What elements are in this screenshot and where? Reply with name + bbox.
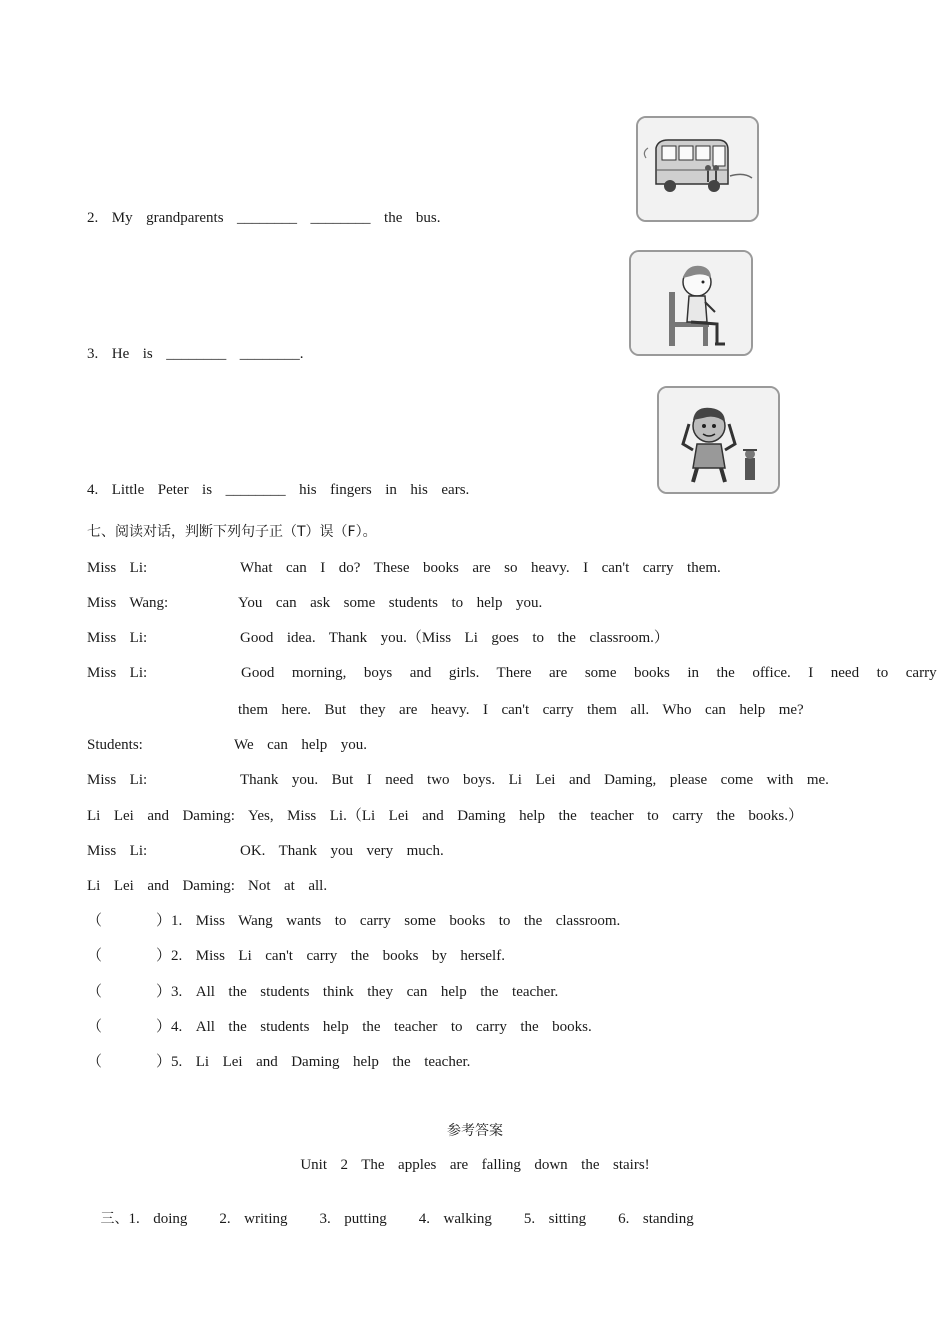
dialogue-speaker: Miss Wang: [87,595,169,611]
answer-key-title: 参考答案 [447,1123,503,1139]
section3-prefix: 三、 [100,1211,129,1227]
sitting-boy-picture-icon [631,252,751,354]
dialogue-line: What can I do? These books are so heavy. I can't carry them. [240,560,721,576]
answer-key-section3 [87,1192,694,1228]
dialogue-speaker: Miss Li: [87,772,148,788]
true-false-statement: （ ）5. Li Lei and Daming help the teacher. [87,1054,471,1070]
picture-question-4: 4. Little Peter is ________ his fingers in his ears. [87,482,470,498]
sitting-boy-picture [629,250,753,356]
dialogue-speaker: Li Lei and Daming: [87,808,235,824]
dialogue-speaker: Students: [87,737,143,753]
bus-picture-icon [638,118,757,220]
dialogue-line: Yes, Miss Li.（Li Lei and Daming help the teacher to carry the books.） [248,808,803,824]
answer-item: 3. putting [319,1211,387,1227]
true-false-statement: （ ）3. All the students think they can help the teacher. [87,984,559,1000]
picture-question-3: 3. He is ________ ________. [87,346,304,362]
dialogue-line: OK. Thank you very much. [240,843,444,859]
boy-covering-ears-picture [657,386,780,494]
dialogue-speaker: Miss Li: [87,665,148,681]
true-false-statement: （ ）2. Miss Li can't carry the books by herself. [87,948,505,964]
picture-question-2: 2. My grandparents ________ ________ the bus. [87,210,441,226]
answer-item: 1. doing [128,1211,188,1227]
answer-item: 2. writing [219,1211,288,1227]
dialogue-speaker: Li Lei and Daming: [87,878,235,894]
answer-key-unit: Unit 2 The apples are falling down the stairs! [300,1157,650,1173]
dialogue-line: We can help you. [234,737,368,753]
dialogue-line: Not at all. [248,878,328,894]
dialogue-line: Good idea. Thank you.（Miss Li goes to the classroom.） [240,630,669,646]
true-false-statement: （ ）4. All the students help the teacher to carry the books. [87,1019,592,1035]
dialogue-line: You can ask some students to help you. [238,595,543,611]
true-false-statement: （ ）1. Miss Wang wants to carry some books to the classroom. [87,913,621,929]
answer-item: 6. standing [618,1211,694,1227]
dialogue-line: Good morning, boys and girls. There are some books in the office. I need to carry [241,665,937,681]
bus-picture [636,116,759,222]
answer-item: 5. sitting [523,1211,587,1227]
dialogue-speaker: Miss Li: [87,843,148,859]
boy-covering-ears-picture-icon [659,388,778,492]
dialogue-speaker: Miss Li: [87,560,148,576]
dialogue-line-continued: them here. But they are heavy. I can't carry them all. Who can help me? [238,702,804,718]
dialogue-line: Thank you. But I need two boys. Li Lei and Daming, please come with me. [240,772,829,788]
dialogue-speaker: Miss Li: [87,630,148,646]
section7-heading: 七、阅读对话，判断下列句子正（T）误（F）。 [87,524,377,540]
answer-item: 4. walking [418,1211,492,1227]
